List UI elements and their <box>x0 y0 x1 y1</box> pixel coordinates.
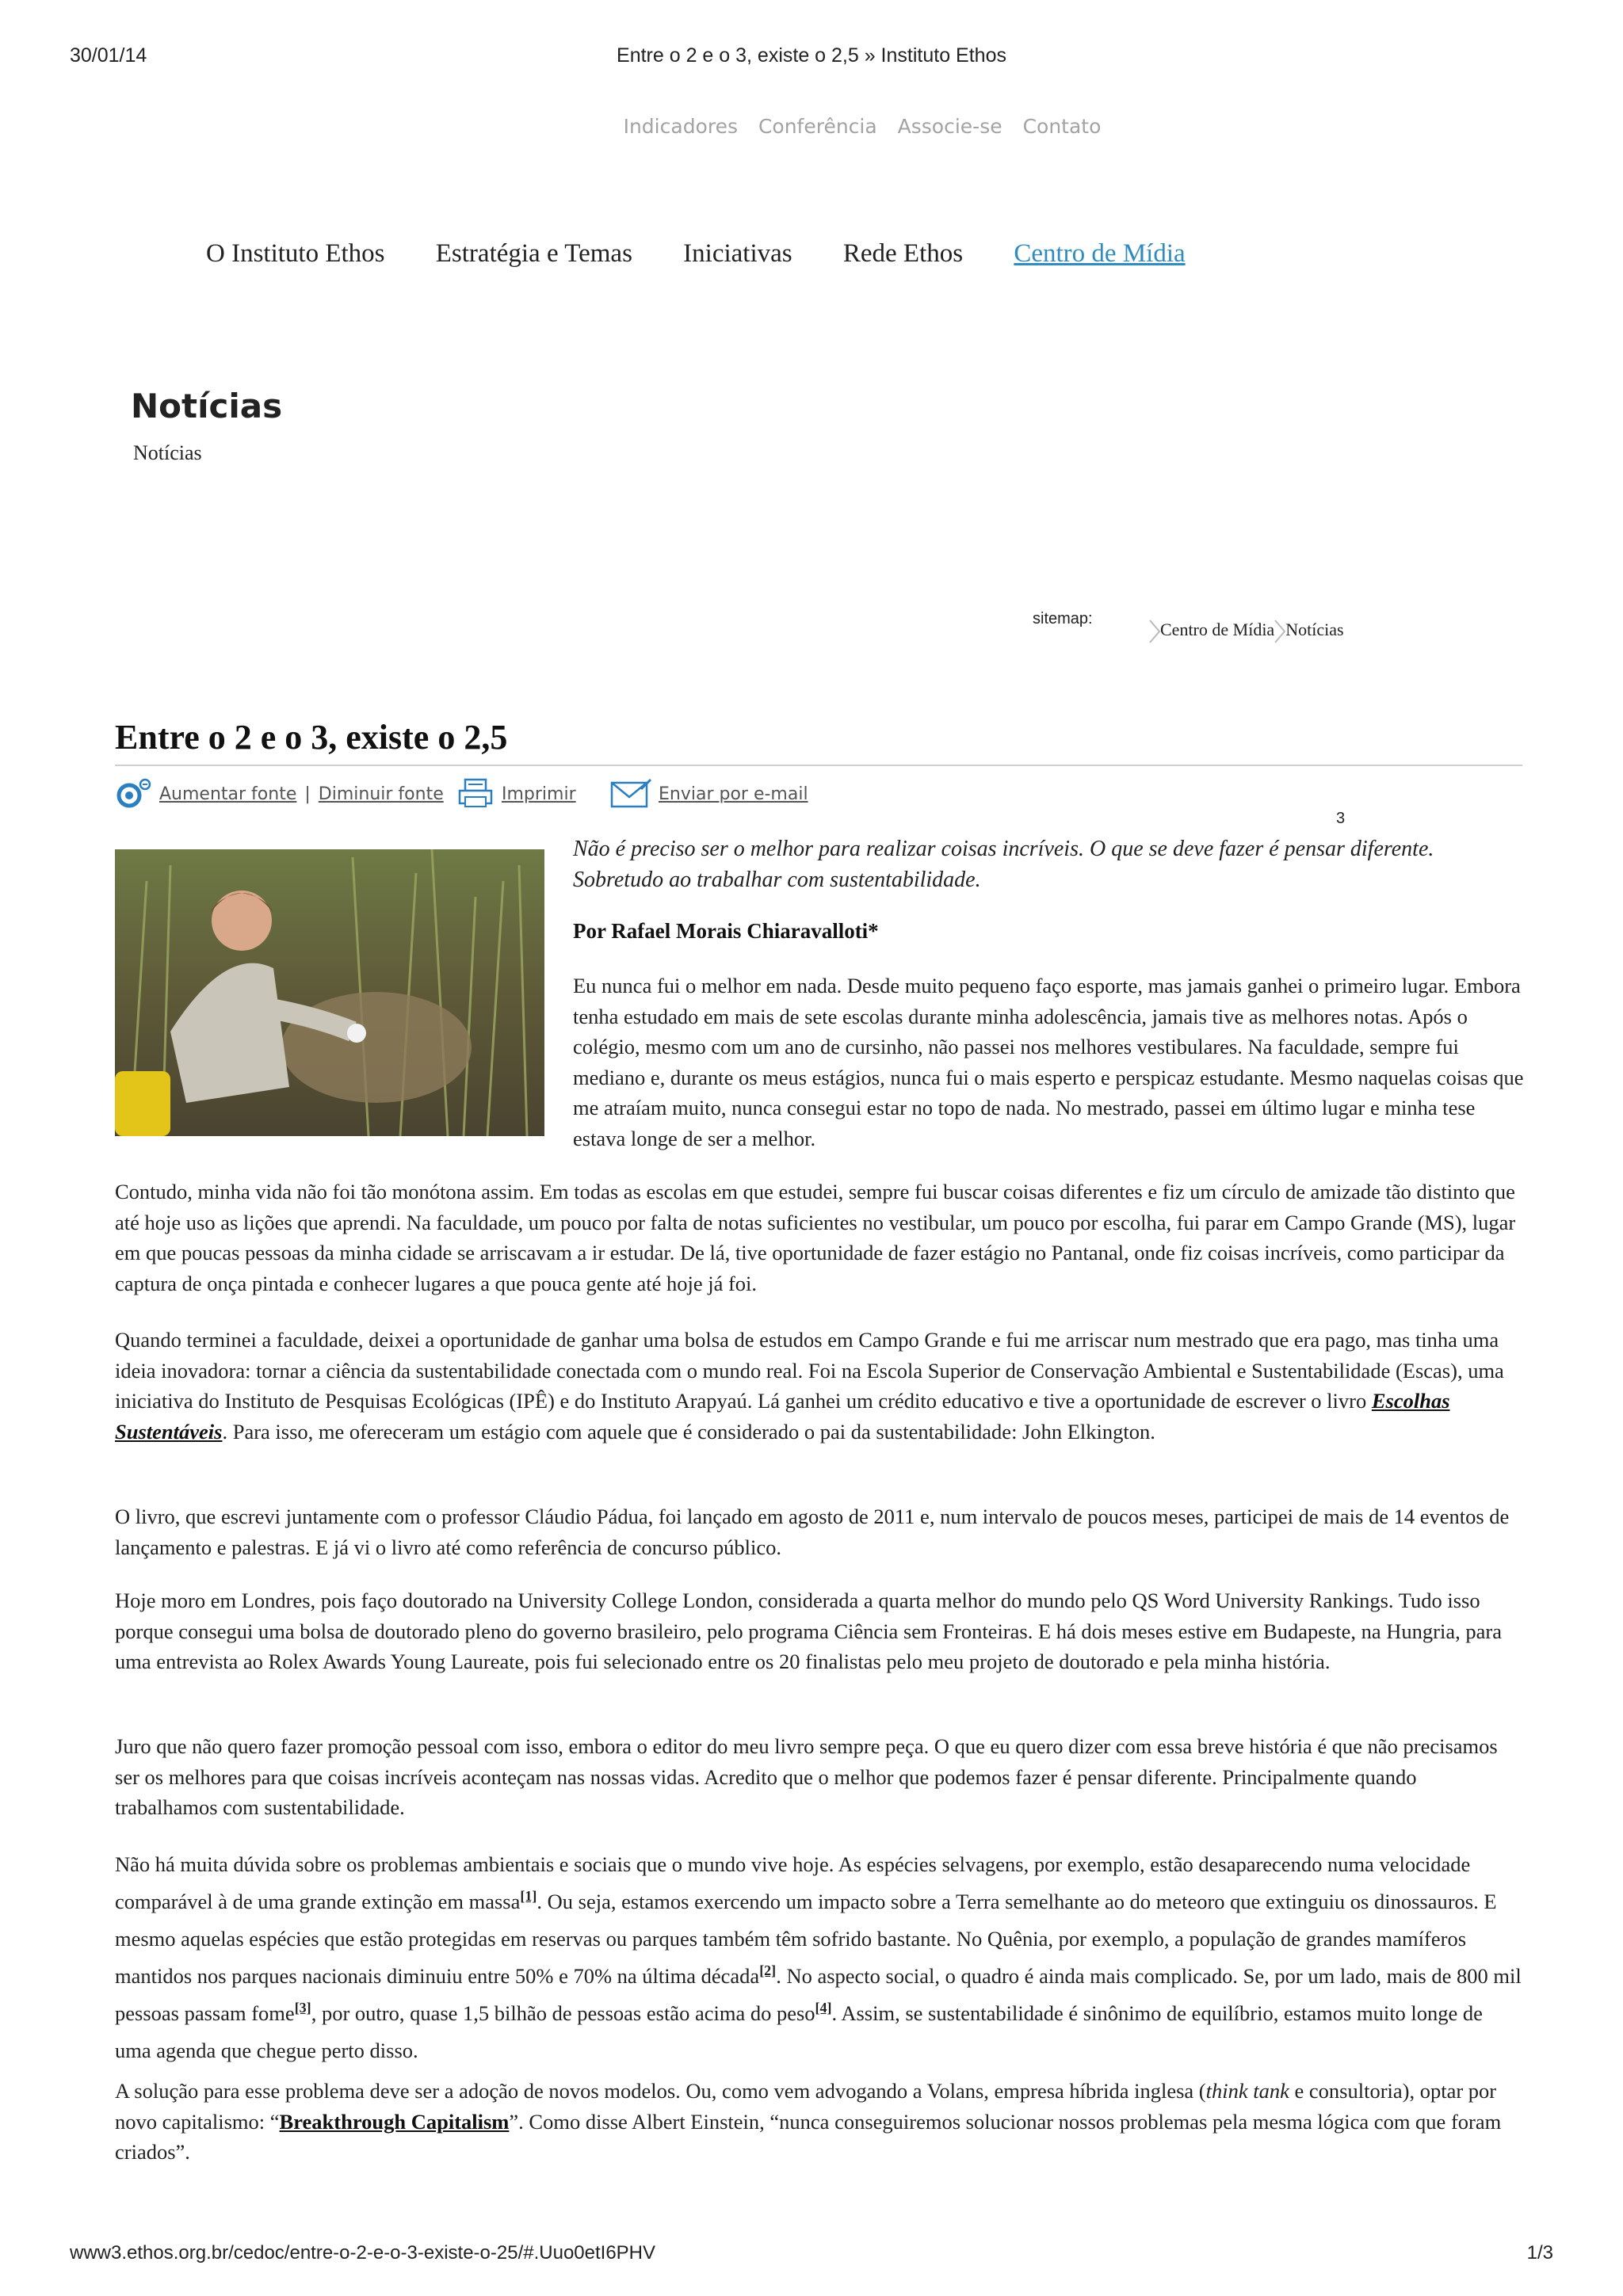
article-photo <box>115 849 544 1136</box>
breadcrumb-centro-de-midia[interactable]: Centro de Mídia <box>1160 620 1275 640</box>
print-date: 30/01/14 <box>70 44 147 67</box>
section-subtitle: Notícias <box>133 441 202 464</box>
nav-item-rede-ethos[interactable]: Rede Ethos <box>842 239 964 268</box>
chevron-right-icon <box>1149 620 1160 643</box>
top-links <box>0 115 1623 138</box>
paragraph-text: ”. Como disse Albert Einstein, “nunca conseguiremos solucionar nossos problemas pela mesma lógica com que foram criados”. <box>115 2109 1502 2164</box>
font-size-icon <box>115 778 153 810</box>
top-link-indicadores[interactable]: Indicadores <box>623 115 738 138</box>
footnote-link[interactable]: [2] <box>759 1962 777 1979</box>
nav-item-iniciativas[interactable]: Iniciativas <box>683 239 792 268</box>
paragraph-text: A solução para esse problema deve ser a adoção de novos modelos. Ou, como vem advogando a Volans, empresa híbrida inglesa ( <box>115 2079 1206 2103</box>
paragraph-text: . Assim, se sustentabilidade é sinônimo de equilíbrio, estamos muito longe de uma agenda que chegue perto disso. <box>115 2001 1483 2062</box>
article-title: Entre o 2 e o 3, existe o 2,5 <box>115 718 508 757</box>
article-paragraph: Eu nunca fui o melhor em nada. Desde muito pequeno faço esporte, mas jamais ganhei o primeiro lugar. Embora tenha estudado em mais de sete escolas durante minha adolescência, jamais tive as melhores notas. Após o colégio, mesmo com um ano de cursinho, não passei nos melhores vestibulares. Na faculdade, sempre fui mediano e, durante os meus estágios, nunca fui o mais esperto e perspicaz estudante. Mesmo naquelas coisas que me atraíam muito, nunca consegui estar no topo de nada. No mestrado, passei em último lugar e minha tese estava longe de ser a melhor. <box>573 974 1524 1150</box>
print-tool <box>457 778 576 810</box>
breadcrumb-noticias[interactable]: Notícias <box>1285 620 1344 640</box>
nav-item-instituto[interactable]: O Instituto Ethos <box>206 239 385 268</box>
top-link-contato[interactable]: Contato <box>1022 115 1102 138</box>
footnote-link[interactable]: [1] <box>520 1888 537 1905</box>
paragraph-text: Não há muita dúvida sobre os problemas ambientais e sociais que o mundo vive hoje. As espécies selvagens, por exemplo, estão desaparecendo numa velocidade comparável à de uma grande extinção em massa <box>115 1852 1471 1913</box>
top-link-conferencia[interactable]: Conferência <box>758 115 877 138</box>
decrease-font-link[interactable]: Diminuir fonte <box>318 784 444 804</box>
section-title: Notícias <box>131 387 283 425</box>
print-link[interactable]: Imprimir <box>502 784 576 804</box>
main-nav <box>206 239 1230 269</box>
envelope-icon <box>609 778 652 810</box>
article-paragraph: Contudo, minha vida não foi tão monótona assim. Em todas as escolas em que estudei, sempre fui buscar coisas diferentes e fiz um círculo de amizade tão distinto que até hoje uso as lições que aprendi. Na faculdade, um pouco por falta de notas suficientes no vestibular, um pouco por escolha, fui parar em Campo Grande (MS), lugar em que poucas pessoas da minha cidade se arriscavam a ir estudar. De lá, tive oportunidade de fazer estágio no Pantanal, onde fiz coisas incríveis, como participar da captura de onça pintada e conhecer lugares a que pouca gente até hoje já foi. <box>115 1180 1516 1295</box>
footnote-link[interactable]: [3] <box>294 2000 311 2016</box>
font-size-tool <box>115 778 444 810</box>
paragraph-text: Quando terminei a faculdade, deixei a oportunidade de ganhar uma bolsa de estudos em Campo Grande e fui me arriscar num mestrado que era pago, mas tinha uma ideia inovadora: tornar a ciência da sustentabilidade conectada com o mundo real. Foi na Escola Superior de Conservação Ambiental e Sustentabilidade (Escas), uma iniciativa do Instituto de Pesquisas Ecológicas (IPÊ) e do Instituto Arapyaú. Lá ganhei um crédito educativo e tive a oportunidade de escrever o livro <box>115 1328 1504 1413</box>
printer-icon <box>457 778 495 810</box>
paragraph-text: . Ou seja, estamos exercendo um impacto sobre a Terra semelhante ao do meteoro que extinguiu os dinossauros. E mesmo aquelas espécies que estão protegidas em reservas ou parques também têm sofrido bastante. No Quênia, por exemplo, a população de grandes mamíferos mantidos nos parques nacionais diminuiu entre 50% e 70% na última década <box>115 1890 1497 1988</box>
article-paragraph: Hoje moro em Londres, pois faço doutorado na University College London, considerada a quarta melhor do mundo pelo QS Word University Rankings. Tudo isso porque consegui uma bolsa de doutorado pleno do governo brasileiro, pelo programa Ciência sem Fronteiras. E há dois meses estive em Budapeste, na Hungria, para uma entrevista ao Rolex Awards Young Laureate, pois fui selecionado entre os 20 finalistas pelo meu projeto de doutorado e pela minha história. <box>115 1589 1502 1673</box>
book-link[interactable]: Escolhas Sustentáveis <box>115 1389 1450 1444</box>
article-paragraph <box>115 1325 1524 1447</box>
article-byline: Por Rafael Morais Chiaravalloti* <box>573 919 879 943</box>
print-page-title: Entre o 2 e o 3, existe o 2,5 » Instituto Ethos <box>617 44 1006 67</box>
article-paragraph: O livro, que escrevi juntamente com o professor Cláudio Pádua, foi lançado em agosto de 2011 e, num intervalo de poucos meses, participei de mais de 14 eventos de lançamento e palestras. E já vi o livro até como referência de concurso público. <box>115 1505 1510 1559</box>
top-link-associe-se[interactable]: Associe-se <box>897 115 1002 138</box>
print-page-number: 1/3 <box>1526 2242 1553 2264</box>
nav-item-centro-de-midia[interactable]: Centro de Mídia <box>1014 239 1186 268</box>
paragraph-text: e consultoria), optar por novo capitalismo: “ <box>115 2079 1497 2134</box>
article-paragraph: Juro que não quero fazer promoção pessoal com isso, embora o editor do meu livro sempre peça. O que eu quero dizer com essa breve história é que não precisamos ser os melhores para que coisas incríveis aconteçam nas nossas vidas. Acredito que o melhor que podemos fazer é pensar diferente. Principalmente quando trabalhamos com sustentabilidade. <box>115 1734 1498 1819</box>
article-lead: Não é preciso ser o melhor para realizar coisas incríveis. O que se deve fazer é pensar diferente. Sobretudo ao trabalhar com sustentabilidade. <box>573 837 1434 892</box>
email-tool <box>609 778 808 810</box>
paragraph-text: , por outro, quase 1,5 bilhão de pessoas estão acima do peso <box>311 2001 815 2025</box>
tool-separator: | <box>304 784 311 804</box>
title-divider <box>115 765 1522 766</box>
breadcrumb <box>1149 620 1344 643</box>
page-marker: 3 <box>1336 810 1346 827</box>
paragraph-text: . Para isso, me ofereceram um estágio com aquele que é considerado o pai da sustentabilidade: John Elkington. <box>222 1419 1155 1444</box>
article-paragraph <box>115 2076 1524 2168</box>
emphasis-text: think tank <box>1205 2079 1289 2103</box>
print-footer-url: www3.ethos.org.br/cedoc/entre-o-2-e-o-3-existe-o-25/#.Uuo0etI6PHV <box>70 2242 656 2264</box>
footnote-link[interactable]: [4] <box>815 2000 832 2016</box>
increase-font-link[interactable]: Aumentar fonte <box>159 784 297 804</box>
email-link[interactable]: Enviar por e-mail <box>659 784 808 804</box>
paragraph-text: . No aspecto social, o quadro é ainda mais complicado. Se, por um lado, mais de 800 mil pessoas passam fome <box>115 1964 1522 2025</box>
nav-item-estrategia[interactable]: Estratégia e Temas <box>435 239 632 268</box>
chevron-right-icon <box>1274 620 1285 643</box>
breakthrough-capitalism-link[interactable]: Breakthrough Capitalism <box>279 2109 510 2134</box>
sitemap-label: sitemap: <box>1033 610 1093 627</box>
article-paragraph <box>115 1846 1524 2069</box>
